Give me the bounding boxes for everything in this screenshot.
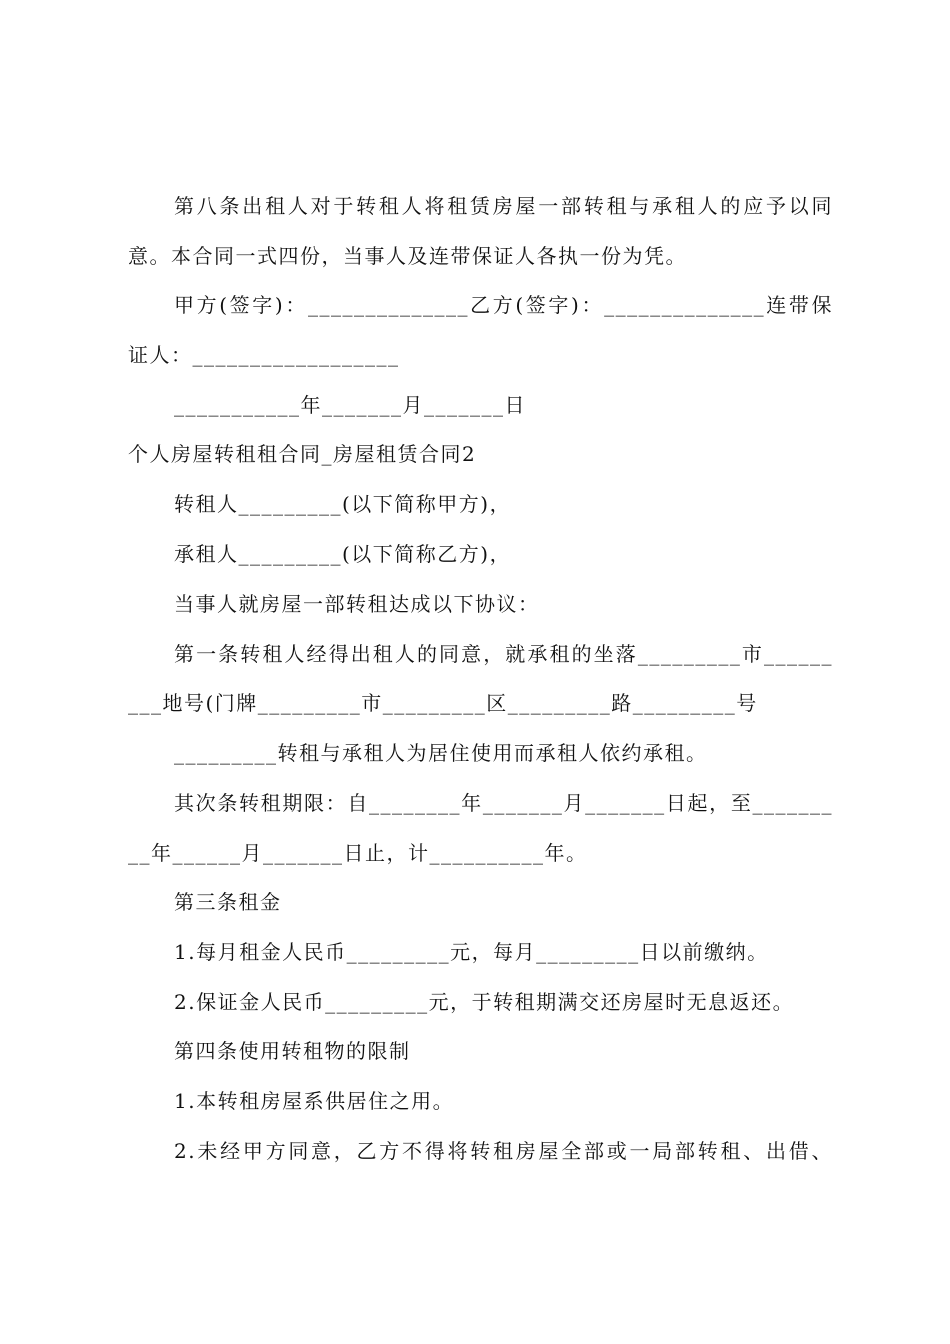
article-3-item-2: 2.保证金人民币_________元，于转租期满交还房屋时无息返还。	[174, 990, 795, 1014]
article-8-line-1: 第八条出租人对于转租人将租赁房屋一部转租与承租人的应予以同	[174, 194, 833, 218]
article-1-line-3: _________转租与承租人为居住使用而承租人依约承租。	[174, 741, 708, 765]
article-3-item-1: 1.每月租金人民币_________元，每月_________日以前缴纳。	[174, 940, 769, 964]
sublessor-line: 转租人_________(以下简称甲方)，	[174, 492, 512, 516]
article-4-heading: 第四条使用转租物的限制	[174, 1039, 411, 1063]
article-1-line-1: 第一条转租人经得出租人的同意，就承租的坐落_________市______	[174, 642, 833, 666]
article-3-heading: 第三条租金	[174, 890, 282, 914]
signature-line-2: 证人：__________________	[128, 343, 400, 367]
contract-title: 个人房屋转租租合同_房屋租赁合同2	[128, 442, 477, 466]
article-2-line-2: __年______月_______日止，计__________年。	[128, 841, 588, 865]
article-4-item-1: 1.本转租房屋系供居住之用。	[174, 1089, 455, 1113]
article-4-item-2: 2.未经甲方同意，乙方不得将转租房屋全部或一局部转租、出借、	[174, 1139, 833, 1163]
agreement-intro: 当事人就房屋一部转租达成以下协议：	[174, 592, 540, 616]
article-8-line-2: 意。本合同一式四份，当事人及连带保证人各执一份为凭。	[128, 244, 687, 268]
date-line: ___________年_______月_______日	[174, 393, 526, 417]
article-1-line-2: ___地号(门牌_________市_________区_________路_________号	[128, 691, 758, 715]
article-2-line-1: 其次条转租期限：自________年_______月_______日起，至_______	[174, 791, 833, 815]
signature-line-1: 甲方(签字)：______________乙方(签字)：______________连带保	[174, 293, 833, 317]
sublessee-line: 承租人_________(以下简称乙方)，	[174, 542, 512, 566]
